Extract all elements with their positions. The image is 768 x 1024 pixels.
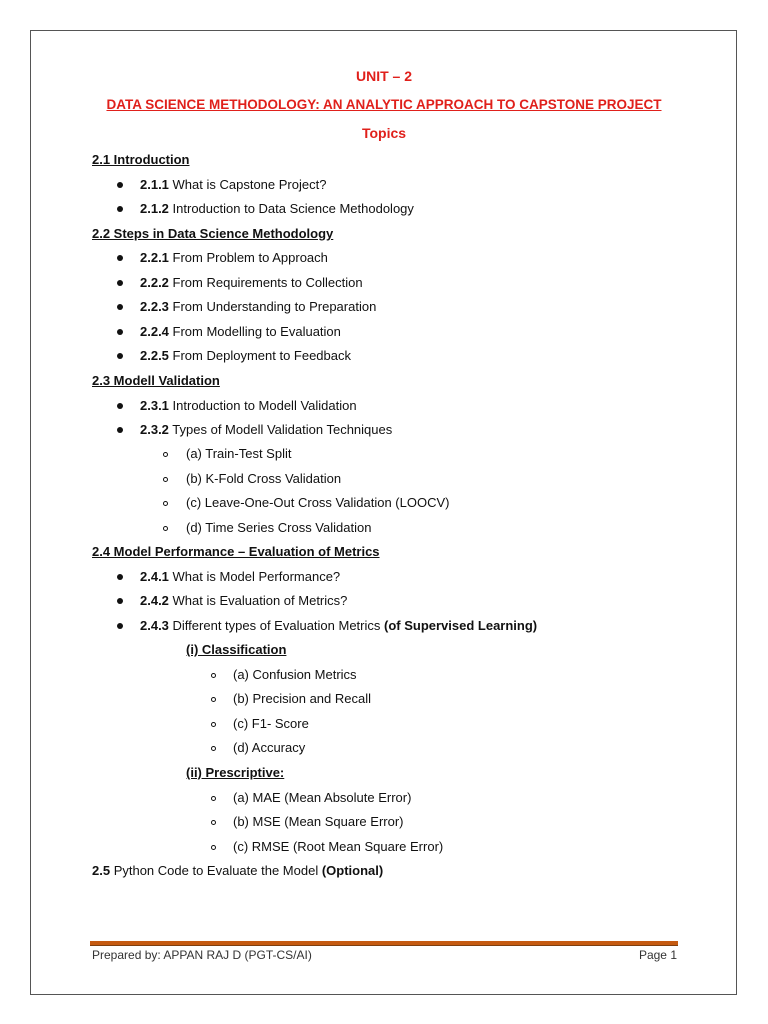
- list-item: 2.3.2 Types of Modell Validation Techniques: [140, 422, 393, 437]
- list-item: 2.3.1 Introduction to Modell Validation: [140, 398, 357, 413]
- list-item: 2.2.5 From Deployment to Feedback: [140, 348, 351, 363]
- sub-list-item: (a) Train-Test Split: [186, 446, 292, 461]
- circle-bullet-icon: [211, 673, 216, 678]
- prescriptive-heading: (ii) Prescriptive:: [186, 765, 285, 780]
- circle-bullet-icon: [163, 501, 168, 506]
- sub-list-item: (d) Accuracy: [233, 740, 306, 755]
- section-2-3-heading: 2.3 Modell Validation: [92, 373, 220, 388]
- circle-bullet-icon: [163, 452, 168, 457]
- section-2-5-line: 2.5 Python Code to Evaluate the Model (Optional): [92, 863, 384, 878]
- bullet-icon: [117, 403, 123, 409]
- list-item: 2.2.2 From Requirements to Collection: [140, 275, 363, 290]
- classification-heading: (i) Classification: [186, 642, 287, 657]
- bullet-icon: [117, 353, 123, 359]
- topics-heading: Topics: [361, 125, 407, 141]
- footer-page-number: Page 1: [638, 948, 677, 962]
- document-title: DATA SCIENCE METHODOLOGY: AN ANALYTIC APPROACH TO CAPSTONE PROJECT: [106, 97, 662, 112]
- section-2-4-heading: 2.4 Model Performance – Evaluation of Metrics: [92, 544, 380, 559]
- sub-list-item: (b) K-Fold Cross Validation: [186, 471, 342, 486]
- section-2-2-heading: 2.2 Steps in Data Science Methodology: [92, 226, 334, 241]
- section-2-1-heading: 2.1 Introduction: [92, 152, 190, 167]
- circle-bullet-icon: [211, 796, 216, 801]
- bullet-icon: [117, 280, 123, 286]
- bullet-icon: [117, 206, 123, 212]
- list-item: 2.4.2 What is Evaluation of Metrics?: [140, 593, 348, 608]
- sub-list-item: (d) Time Series Cross Validation: [186, 520, 372, 535]
- list-item: 2.4.1 What is Model Performance?: [140, 569, 341, 584]
- bullet-icon: [117, 255, 123, 261]
- bullet-icon: [117, 427, 123, 433]
- circle-bullet-icon: [211, 722, 216, 727]
- sub-list-item: (c) F1- Score: [233, 716, 309, 731]
- bullet-icon: [117, 574, 123, 580]
- circle-bullet-icon: [211, 697, 216, 702]
- circle-bullet-icon: [211, 746, 216, 751]
- bullet-icon: [117, 182, 123, 188]
- bullet-icon: [117, 304, 123, 310]
- circle-bullet-icon: [211, 845, 216, 850]
- sub-list-item: (c) Leave-One-Out Cross Validation (LOOCV): [186, 495, 450, 510]
- list-item: 2.1.2 Introduction to Data Science Methodology: [140, 201, 414, 216]
- circle-bullet-icon: [163, 477, 168, 482]
- sub-list-item: (b) Precision and Recall: [233, 691, 372, 706]
- sub-list-item: (a) Confusion Metrics: [233, 667, 357, 682]
- footer-author: Prepared by: APPAN RAJ D (PGT-CS/AI): [92, 948, 312, 962]
- list-item: 2.2.1 From Problem to Approach: [140, 250, 328, 265]
- sub-list-item: (a) MAE (Mean Absolute Error): [233, 790, 412, 805]
- circle-bullet-icon: [163, 526, 168, 531]
- sub-list-item: (c) RMSE (Root Mean Square Error): [233, 839, 444, 854]
- list-item: 2.2.3 From Understanding to Preparation: [140, 299, 377, 314]
- bullet-icon: [117, 329, 123, 335]
- list-item: 2.1.1 What is Capstone Project?: [140, 177, 327, 192]
- list-item: 2.2.4 From Modelling to Evaluation: [140, 324, 341, 339]
- footer-divider-shadow: [90, 945, 678, 946]
- bullet-icon: [117, 623, 123, 629]
- circle-bullet-icon: [211, 820, 216, 825]
- unit-title: UNIT – 2: [355, 68, 412, 84]
- sub-list-item: (b) MSE (Mean Square Error): [233, 814, 404, 829]
- list-item: 2.4.3 Different types of Evaluation Metrics (of Supervised Learning): [140, 618, 538, 633]
- bullet-icon: [117, 598, 123, 604]
